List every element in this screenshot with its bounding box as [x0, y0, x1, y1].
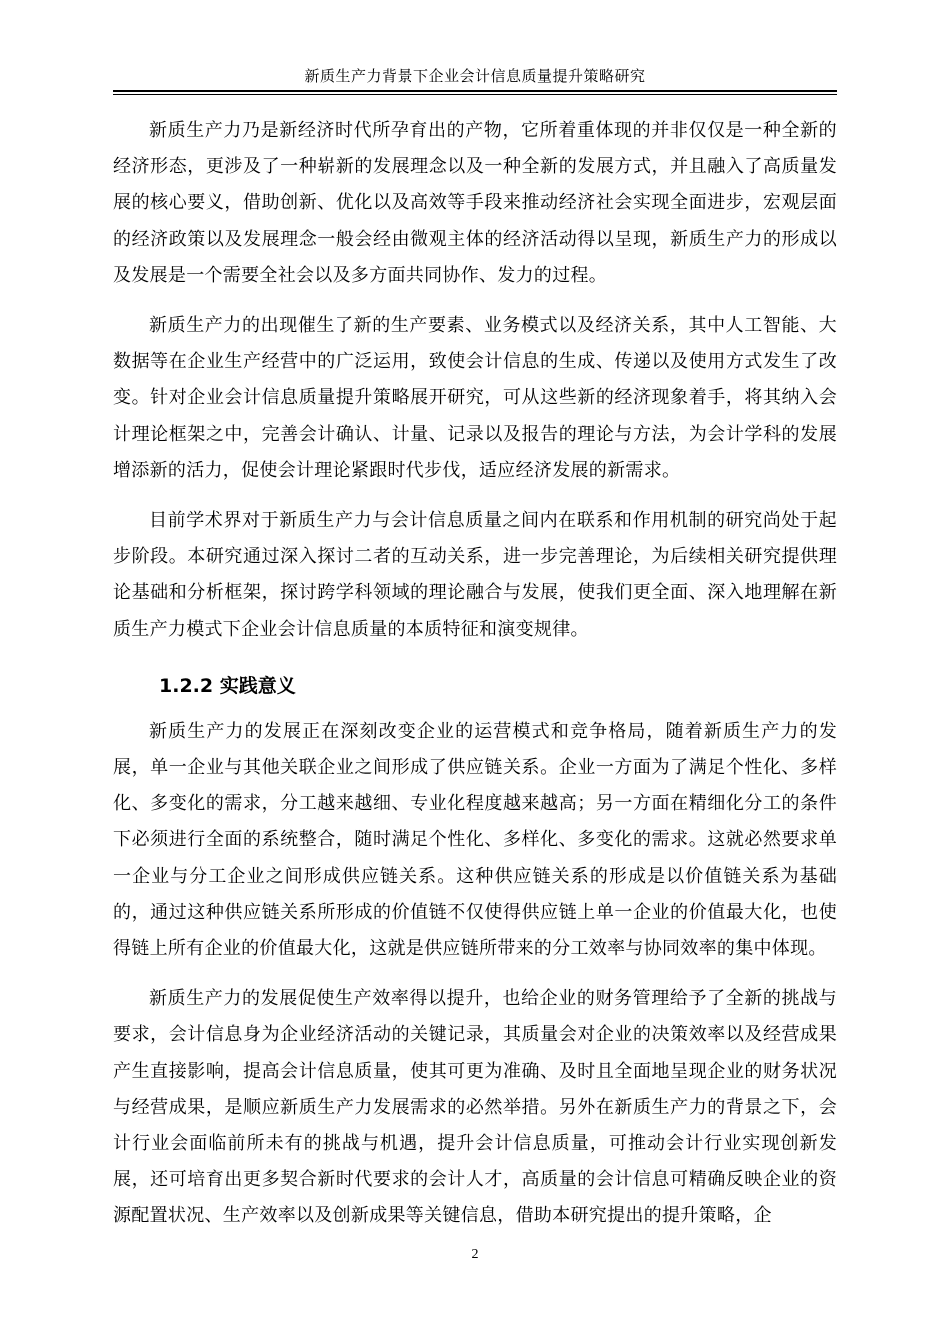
- section-paragraph-2: 新质生产力的发展促使生产效率得以提升，也给企业的财务管理给予了全新的挑战与要求，会计信息身为企业经济活动的关键记录，其质量会对企业的决策效率以及经营成果产生直接影响，提高会计信息质量，使其可更为准确、及时且全面地呈现企业的财务状况与经营成果，是顺应新质生产力发展需求的必然举措。另外在新质生产力的背景之下，会计行业会面临前所未有的挑战与机遇，提升会计信息质量，可推动会计行业实现创新发展，还可培育出更多契合新时代要求的会计人才，高质量的会计信息可精确反映企业的资源配置状况、生产效率以及创新成果等关键信息，借助本研究提出的提升策略，企: [113, 988, 837, 1227]
- header-rule-thin: [113, 94, 837, 95]
- page-body: [113, 113, 837, 1235]
- section-heading: 1.2.2 实践意义: [159, 674, 296, 697]
- running-header: 新质生产力背景下企业会计信息质量提升策略研究: [304, 67, 646, 85]
- body-paragraph-2: 新质生产力的出现催生了新的生产要素、业务模式以及经济关系，其中人工智能、大数据等在企业生产经营中的广泛运用，致使会计信息的生成、传递以及使用方式发生了改变。针对企业会计信息质量提升策略展开研究，可从这些新的经济现象着手，将其纳入会计理论框架之中，完善会计确认、计量、记录以及报告的理论与方法，为会计学科的发展增添新的活力，促使会计理论紧跟时代步伐，适应经济发展的新需求。: [113, 315, 837, 481]
- page-number: 2: [471, 1247, 479, 1262]
- body-paragraph-1: 新质生产力乃是新经济时代所孕育出的产物，它所着重体现的并非仅仅是一种全新的经济形态，更涉及了一种崭新的发展理念以及一种全新的发展方式，并且融入了高质量发展的核心要义，借助创新、优化以及高效等手段来推动经济社会实现全面进步，宏观层面的经济政策以及发展理念一般会经由微观主体的经济活动得以呈现，新质生产力的形成以及发展是一个需要全社会以及多方面共同协作、发力的过程。: [113, 120, 837, 286]
- section-paragraph-1: 新质生产力的发展正在深刻改变企业的运营模式和竞争格局，随着新质生产力的发展，单一企业与其他关联企业之间形成了供应链关系。企业一方面为了满足个性化、多样化、多变化的需求，分工越来越细、专业化程度越来越高；另一方面在精细化分工的条件下必须进行全面的系统整合，随时满足个性化、多样化、多变化的需求。这就必然要求单一企业与分工企业之间形成供应链关系。这种供应链关系的形成是以价值链关系为基础的，通过这种供应链关系所形成的价值链不仅使得供应链上单一企业的价值最大化，也使得链上所有企业的价值最大化，这就是供应链所带来的分工效率与协同效率的集中体现。: [113, 720, 837, 960]
- body-paragraph-3: 目前学术界对于新质生产力与会计信息质量之间内在联系和作用机制的研究尚处于起步阶段。本研究通过深入探讨二者的互动关系，进一步完善理论，为后续相关研究提供理论基础和分析框架，探讨跨学科领域的理论融合与发展，使我们更全面、深入地理解在新质生产力模式下企业会计信息质量的本质特征和演变规律。: [113, 510, 837, 640]
- header-rule-thick: [113, 90, 837, 92]
